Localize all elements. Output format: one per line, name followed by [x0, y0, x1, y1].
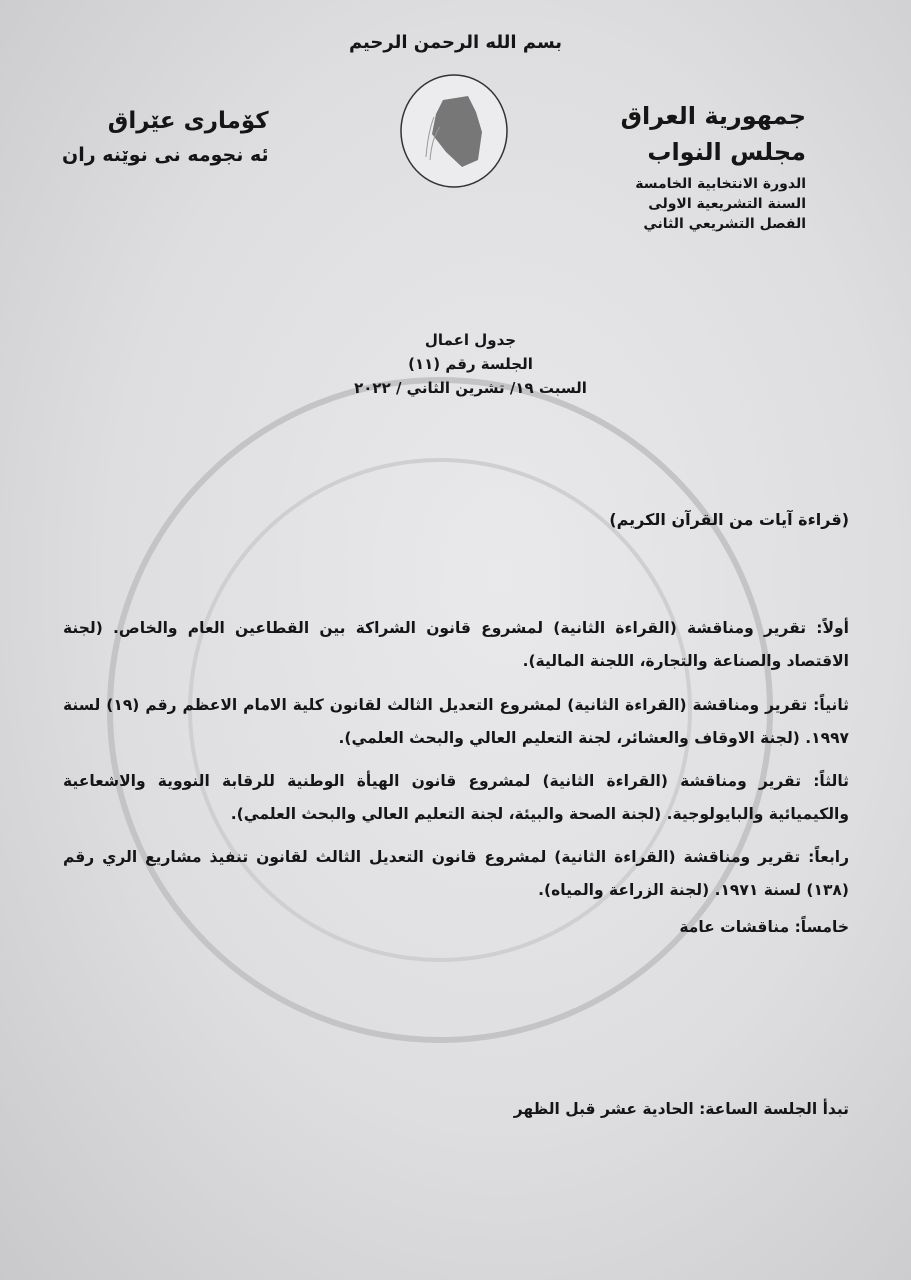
agenda-title: جدول اعمال: [424, 331, 517, 349]
agenda-item: [63, 612, 849, 678]
parliament-logo: [398, 72, 510, 190]
council-name-kurdish: ئه نجومه نی نوێنه ران: [62, 144, 269, 166]
header-left: [62, 108, 269, 166]
agenda-item: [63, 765, 849, 831]
session-number: الجلسة رقم (١١): [408, 355, 533, 373]
item-label: أولاً:: [816, 619, 849, 637]
item-label: خامساً:: [794, 918, 849, 936]
term-line: الدورة الانتخابية الخامسة: [635, 176, 806, 192]
country-name-arabic: جمهورية العراق: [620, 102, 806, 130]
basmala: بسم الله الرحمن الرحيم: [348, 32, 563, 53]
session-line: الفصل التشريعي الثاني: [643, 216, 806, 232]
agenda-item: [63, 841, 849, 907]
country-name-kurdish: كۆماری عێراق: [107, 108, 269, 134]
year-line: السنة التشريعية الاولى: [648, 196, 806, 212]
agenda-item: [63, 689, 849, 755]
item-text: تقرير ومناقشة (القراءة الثانية) لمشروع قانون الهيأة الوطنية للرقابة النووية والاشعاعية والكيميائية والبايولوجية. (لجنة الصحة والبيئة، لجنة التعليم العالي والبحث العلمي).: [63, 772, 849, 823]
item-text: مناقشات عامة: [679, 918, 790, 936]
agenda-item: [63, 911, 849, 944]
council-name-arabic: مجلس النواب: [647, 138, 806, 166]
item-label: ثالثاً:: [813, 772, 849, 790]
agenda-title-block: [0, 328, 911, 400]
item-text: تقرير ومناقشة (القراءة الثانية) لمشروع التعديل الثالث لقانون كلية الامام الاعظم رقم (١٩) لسنة ١٩٩٧. (لجنة الاوقاف والعشائر، لجنة التعليم العالي والبحث العلمي).: [63, 696, 849, 747]
item-label: ثانياً:: [813, 696, 849, 714]
item-text: تقرير ومناقشة (القراءة الثانية) لمشروع قانون التعديل الثالث لقانون تنفيذ مشاريع الري رقم (١٣٨) لسنة ١٩٧١. (لجنة الزراعة والمياه).: [63, 848, 849, 899]
session-start-time: تبدأ الجلسة الساعة: الحادية عشر قبل الظهر: [513, 1100, 849, 1118]
item-text: تقرير ومناقشة (القراءة الثانية) لمشروع قانون الشراكة بين القطاعين العام والخاص. (لجنة الاقتصاد والصناعة والتجارة، اللجنة المالية).: [63, 619, 849, 670]
session-date: السبت ١٩/ تشرين الثاني / ٢٠٢٢: [354, 379, 587, 397]
header-right: [621, 102, 806, 234]
item-label: رابعاً:: [808, 848, 849, 866]
opening-quran: (قراءة آيات من القرآن الكريم): [609, 510, 849, 529]
